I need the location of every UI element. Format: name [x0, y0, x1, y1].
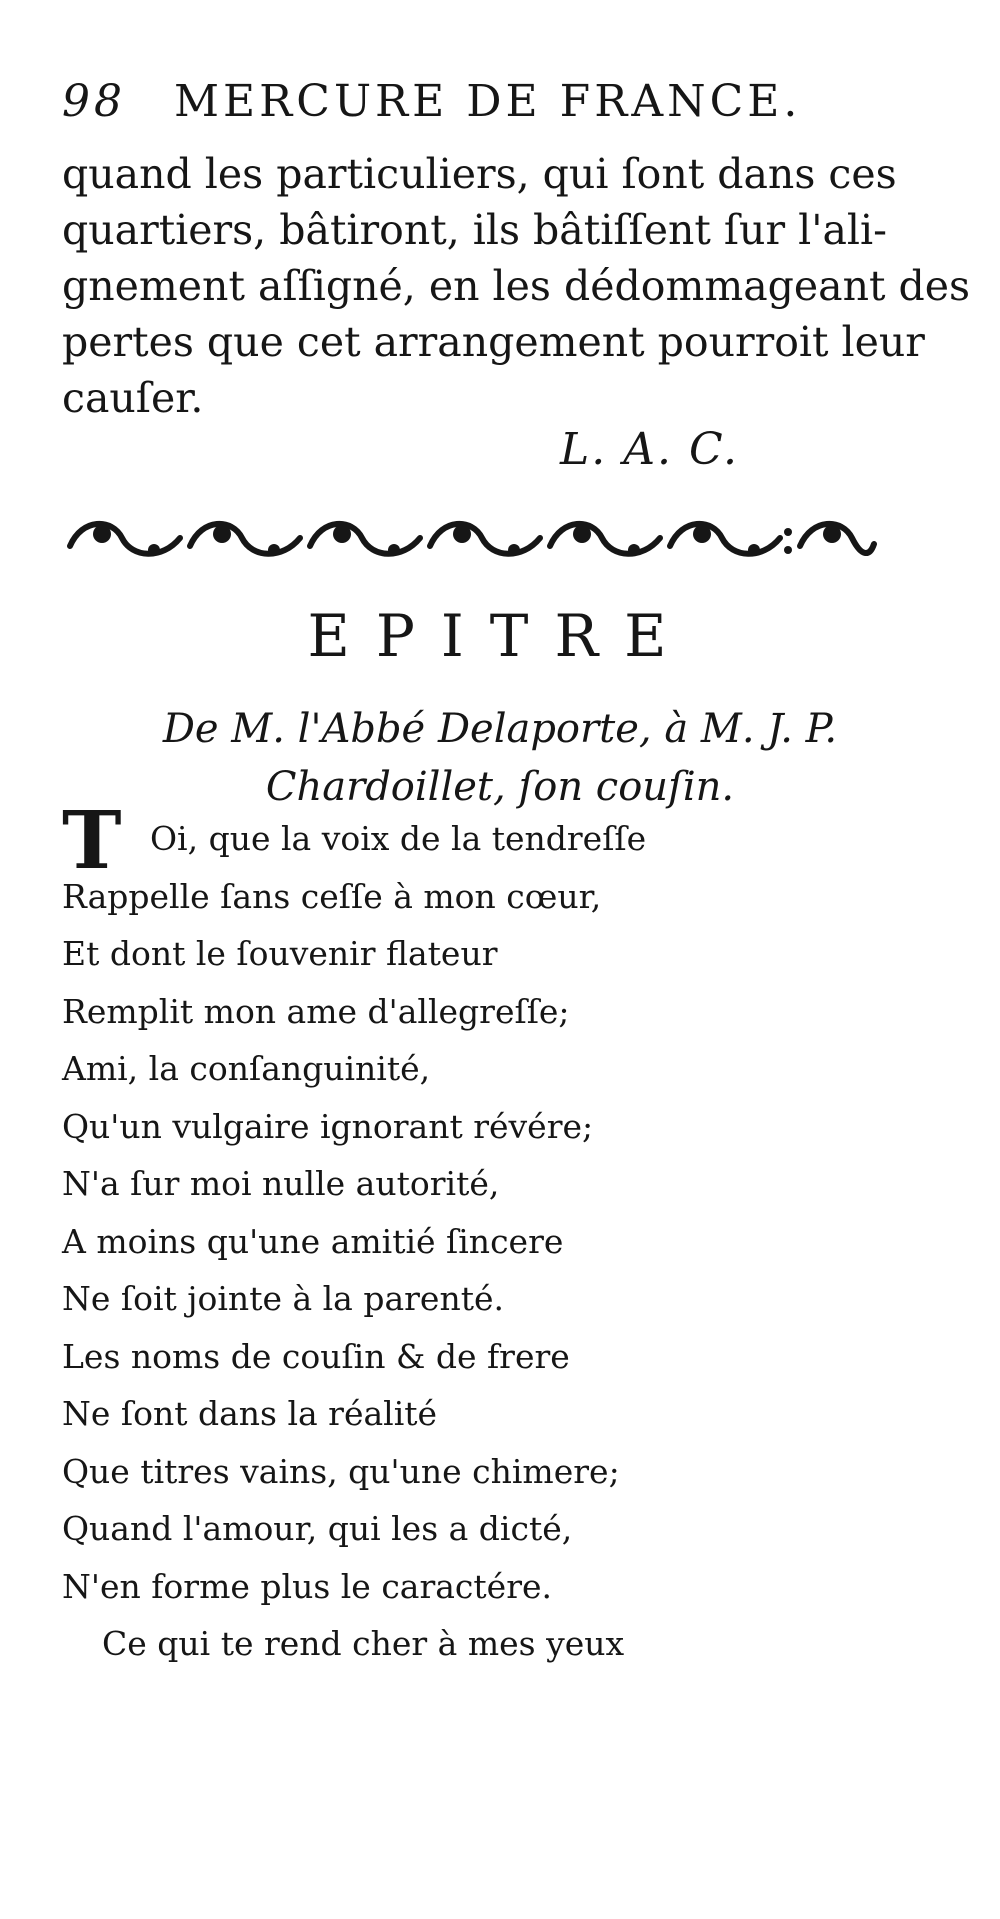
- poem-line: Remplit mon ame d'allegreſſe;: [62, 991, 570, 1031]
- poem-line: Ami, la conſanguinité,: [62, 1049, 431, 1088]
- poem-line: N'en forme plus le caractére.: [62, 1566, 552, 1606]
- prose-line: gnement aſſigné, en les dédommageant des: [62, 262, 971, 310]
- poem-line: Qu'un vulgaire ignorant révére;: [62, 1106, 594, 1146]
- poem-line: Que titres vains, qu'une chimere;: [62, 1451, 620, 1491]
- verse-text: Oi, que la voix de la tendreſſe: [150, 819, 647, 858]
- prose-line: quand les particuliers, qui ſont dans ces: [62, 150, 897, 198]
- poem-line: Et dont le ſouvenir flateur: [62, 934, 498, 973]
- poem-line: N'a ſur moi nulle autorité,: [62, 1164, 500, 1203]
- prose-line: cauſer.: [62, 374, 204, 422]
- subtitle-line: De M. l'Abbé Delaporte, à M. J. P.: [162, 706, 838, 752]
- prose-line: quartiers, bâtiront, ils bâtiſſent ſur l'ali-: [62, 206, 887, 254]
- prose-line: pertes que cet arrangement pourroit leur: [62, 318, 925, 366]
- poem-title: EPITRE: [307, 602, 693, 670]
- poem-body: [62, 793, 882, 1673]
- poem-subtitle: [0, 700, 1000, 816]
- poem-line: Les noms de couſin & de frere: [62, 1336, 570, 1376]
- drop-cap: T: [62, 793, 122, 887]
- running-head: [62, 72, 822, 132]
- subtitle-line: Chardoillet, ſon couſin.: [265, 764, 735, 810]
- signature: L. A. C.: [560, 424, 740, 475]
- poem-line: Ne ſont dans la réalité: [62, 1394, 438, 1433]
- poem-indented-line: Ce qui te rend cher à mes yeux: [102, 1624, 625, 1663]
- ornament-band: [62, 508, 880, 570]
- poem-first-line: [62, 793, 882, 887]
- poem-line: Ne ſoit jointe à la parenté.: [62, 1279, 504, 1318]
- running-title: MERCURE DE FRANCE.: [174, 76, 802, 127]
- poem-line: A moins qu'une amitié ſincere: [62, 1221, 564, 1261]
- poem-line: Quand l'amour, qui les a dicté,: [62, 1509, 573, 1548]
- poem-line: Rappelle ſans ceſſe à mon cœur,: [62, 876, 602, 916]
- page-number: 98: [62, 76, 126, 127]
- prose-paragraph: [62, 146, 971, 426]
